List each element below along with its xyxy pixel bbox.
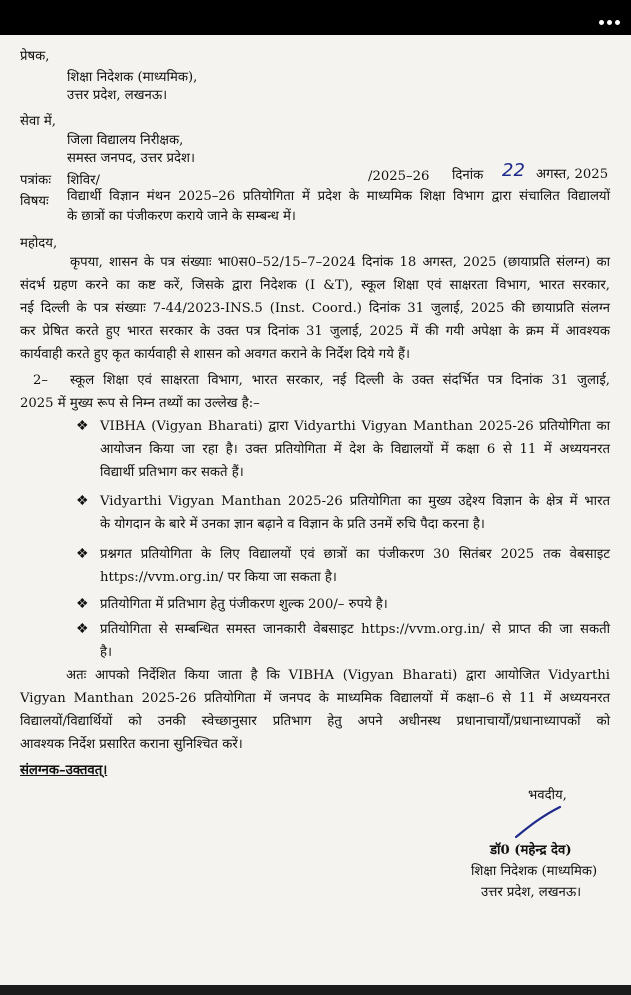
bullet-line: https://vvm.org.in/ पर किया जा सकता है। [100,570,337,585]
letter-document [0,35,631,985]
date-label: दिनांक [452,168,484,183]
recipient-name: जिला विद्यालय निरीक्षक, [67,133,184,148]
to-label: सेवा में, [20,114,56,129]
more-options-icon[interactable] [599,20,621,30]
closing: भवदीय, [528,788,567,803]
ref-value: शिविर/ [67,173,100,188]
paragraph-line: कर प्रेषित करते हुए भारत सरकार के उक्त पत्र दिनांक 31 जुलाई, 2025 में की गयी अपेक्षा के क्रम में आवश्यक [20,324,610,339]
bullet-line: VIBHA (Vigyan Bharati) द्वारा Vidyarthi Vigyan Manthan 2025-26 प्रतियोगिता का [100,419,610,434]
signatory-place: उत्तर प्रदेश, लखनऊ। [481,885,582,900]
bullet-icon: ❖ [76,546,89,562]
date-month-year: अगस्त, 2025 [536,167,609,182]
recipient-place: समस्त जनपद, उत्तर प्रदेश। [67,151,196,166]
signature-mark [512,805,564,841]
paragraph-line: स्कूल शिक्षा एवं साक्षरता विभाग, भारत सरकार, नई दिल्ली के उक्त संदर्भित पत्र दिनांक 31 जुलाई, [70,373,610,388]
bullet-line: विद्यार्थी प्रतिभाग कर सकते हैं। [100,465,244,480]
bullet-line: है। [100,645,113,660]
paragraph-line: अतः आपको निर्देशित किया जाता है कि VIBHA (Vigyan Bharati) द्वारा आयोजित Vidyarthi [66,668,610,683]
bottom-edge [0,985,631,995]
bullet-line: प्रतियोगिता में प्रतिभाग हेतु पंजीकरण शुल्क 200/– रुपये है। [100,597,388,612]
bullet-icon: ❖ [76,418,89,434]
bullet-line: के योगदान के बारे में उनका ज्ञान बढ़ाने व विज्ञान के प्रति उनमें रुचि पैदा करना है। [100,517,485,532]
paragraph-line: 2025 में मुख्य रूप से निम्न तथ्यों का उल्लेख है:– [20,396,260,411]
date-day-handwritten: 22 [502,160,525,181]
enclosure-note: संलग्नक–उक्तवत्। [20,763,108,778]
bullet-icon: ❖ [76,596,89,612]
sender-name: शिक्षा निदेशक (माध्यमिक), [67,70,198,85]
bullet-icon: ❖ [76,493,89,509]
bullet-icon: ❖ [76,621,89,637]
sender-place: उत्तर प्रदेश, लखनऊ। [67,88,168,103]
paragraph-line: कृपया, शासन के पत्र संख्याः भा0स0–52/15–7–2024 दिनांक 18 अगस्त, 2025 (छायाप्रति संलग्न) का [70,255,610,270]
bullet-line: प्रश्नगत प्रतियोगिता के लिए विद्यालयों एवं छात्रों का पंजीकरण 30 सितंबर 2025 तक वेबसाइट [100,547,610,562]
paragraph-line: संदर्भ ग्रहण करने का कष्ट करें, जिसके द्वारा निदेशक (I &T), स्कूल शिक्षा एवं साक्षरता विभाग, भारत सरकार, [20,278,610,293]
bullet-line: प्रतियोगिता से सम्बन्धित समस्त जानकारी वेबसाइट https://vvm.org.in/ से प्राप्त की जा सकती [100,622,610,637]
subject-line: के छात्रों का पंजीकरण कराये जाने के सम्बन्ध में। [67,209,296,224]
paragraph-line: विद्यालयों/विद्यार्थियों को उनकी स्वेच्छानुसार प्रतिभाग हेतु अपने अधीनस्थ प्रधानाचार्यों/प्रधानाध्यापकों को [20,714,610,729]
top-toolbar [0,0,631,35]
paragraph-line: कार्यवाही करते हुए कृत कार्यवाही से शासन को अवगत कराने के निर्देश दिये गये हैं। [20,347,411,362]
signatory-title: शिक्षा निदेशक (माध्यमिक) [471,864,598,879]
bullet-line: Vidyarthi Vigyan Manthan 2025-26 प्रतियोगिता का मुख्य उद्देश्य विज्ञान के क्षेत्र में भारत [100,494,610,509]
signatory-name: डॉ0 (महेन्द्र देव) [490,843,572,858]
paragraph-line: Vigyan Manthan 2025-26 प्रतियोगिता में जनपद के माध्यमिक विद्यालयों में कक्षा–6 से 11 में अध्ययनरत [20,691,610,706]
subject-label: विषयः [20,194,49,209]
subject-line: विद्यार्थी विज्ञान मंथन 2025–26 प्रतियोगिता में प्रदेश के माध्यमिक शिक्षा विभाग द्वारा संचालित विद्यालयों [67,189,610,204]
para-number: 2– [33,373,48,388]
sender-label: प्रेषक, [20,49,50,64]
ref-label: पत्रांकः [20,173,51,188]
bullet-line: आयोजन किया जा रहा है। उक्त प्रतियोगिता में देश के विद्यालयों में कक्षा 6 से 11 में अध्ययनरत [100,442,610,457]
paragraph-line: आवश्यक निर्देश प्रसारित कराना सुनिश्चित करें। [20,737,243,752]
salutation: महोदय, [20,236,58,251]
ref-year: /2025–26 [368,169,430,184]
paragraph-line: नई दिल्ली के पत्र संख्याः 7-44/2023-INS.5 (Inst. Coord.) दिनांक 31 जुलाई, 2025 की छायाप्रति संलग्न [20,301,610,316]
